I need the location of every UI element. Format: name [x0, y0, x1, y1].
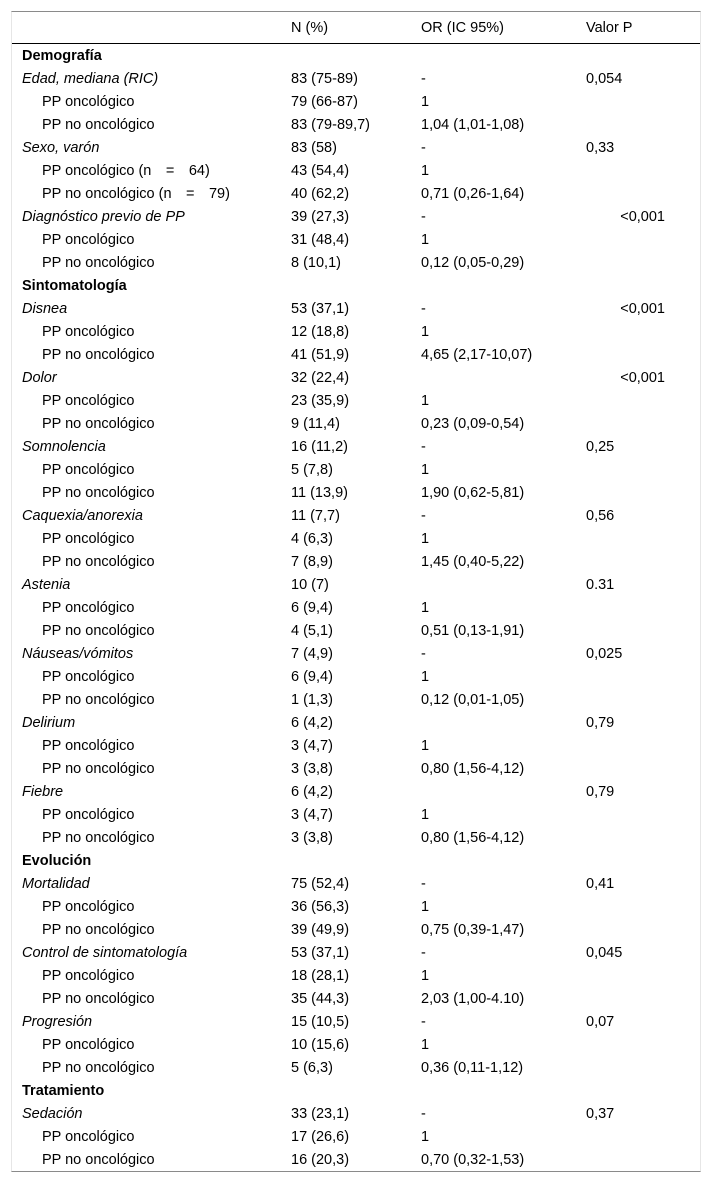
subgroup-label: PP oncológico	[42, 461, 135, 478]
table-row	[12, 711, 700, 734]
table-row	[12, 136, 700, 159]
p-value-cell	[586, 550, 700, 573]
odds-ratio-cell: 1	[421, 967, 430, 984]
subgroup-label: PP oncológico	[42, 967, 135, 984]
p-value-cell	[586, 757, 700, 780]
p-value-cell: <0,001	[620, 300, 665, 317]
n-percent-cell: 83 (58)	[291, 139, 337, 156]
n-percent-cell: 23 (35,9)	[291, 392, 350, 409]
subgroup-label: PP no oncológico	[42, 1059, 155, 1076]
subgroup-label: PP no oncológico	[42, 116, 155, 133]
subgroup-label: PP no oncológico	[42, 553, 155, 570]
table-row	[12, 159, 700, 182]
p-value-cell	[586, 481, 700, 504]
table-row	[12, 182, 700, 205]
odds-ratio-cell: -	[421, 70, 426, 87]
n-percent-cell: 35 (44,3)	[291, 990, 350, 1007]
subgroup-label: PP oncológico	[42, 806, 135, 823]
odds-ratio-cell: 1,45 (0,40-5,22)	[421, 553, 525, 570]
n-percent-cell: 5 (6,3)	[291, 1059, 333, 1076]
table-row	[12, 1010, 700, 1033]
table-row	[12, 251, 700, 274]
n-percent-cell: 17 (26,6)	[291, 1128, 350, 1145]
header-odds-ratio: OR (IC 95%)	[421, 12, 586, 44]
odds-ratio-cell: -	[421, 875, 426, 892]
n-percent-cell: 32 (22,4)	[291, 369, 350, 386]
odds-ratio-cell: 1	[421, 1128, 430, 1145]
p-value-cell	[586, 918, 700, 941]
p-value-cell	[586, 182, 700, 205]
n-percent-cell: 18 (28,1)	[291, 967, 350, 984]
odds-ratio-cell: 1	[421, 1036, 430, 1053]
p-value-cell: 0,07	[586, 1013, 615, 1030]
table-row	[12, 895, 700, 918]
n-percent-cell: 43 (54,4)	[291, 162, 350, 179]
odds-ratio-cell: 0,80 (1,56-4,12)	[421, 760, 525, 777]
n-percent-cell: 6 (9,4)	[291, 668, 333, 685]
n-percent-cell: 9 (11,4)	[291, 415, 340, 432]
n-percent-cell: 16 (20,3)	[291, 1151, 350, 1168]
n-percent-cell: 41 (51,9)	[291, 346, 350, 363]
odds-ratio-cell: 1	[421, 668, 430, 685]
table-row	[12, 389, 700, 412]
results-table-container	[11, 11, 701, 1172]
odds-ratio-cell: 1	[421, 737, 430, 754]
table-row	[12, 297, 700, 320]
table-row	[12, 757, 700, 780]
n-percent-cell: 3 (4,7)	[291, 806, 333, 823]
p-value-cell	[586, 826, 700, 849]
variable-label: Sedación	[22, 1105, 83, 1122]
variable-label: Astenia	[22, 576, 71, 593]
variable-label: Dolor	[22, 369, 57, 386]
p-value-cell: <0,001	[620, 369, 665, 386]
n-percent-cell: 4 (6,3)	[291, 530, 333, 547]
variable-label: Náuseas/vómitos	[22, 645, 134, 662]
p-value-cell	[586, 343, 700, 366]
variable-label: Edad, mediana (RIC)	[22, 70, 159, 87]
subgroup-label: PP no oncológico (n = 79)	[42, 185, 230, 202]
p-value-cell: 0,025	[586, 645, 623, 662]
p-value-cell	[586, 1033, 700, 1056]
n-percent-cell: 6 (4,2)	[291, 714, 333, 731]
subgroup-label: PP no oncológico	[42, 990, 155, 1007]
table-row	[12, 435, 700, 458]
table-row	[12, 67, 700, 90]
n-percent-cell: 16 (11,2)	[291, 438, 348, 455]
results-table	[12, 12, 700, 1171]
section-heading: Sintomatología	[22, 277, 127, 294]
table-row	[12, 688, 700, 711]
subgroup-label: PP oncológico	[42, 392, 135, 409]
odds-ratio-cell: -	[421, 1013, 426, 1030]
section-heading: Demografía	[22, 47, 102, 64]
subgroup-label: PP no oncológico	[42, 346, 155, 363]
table-row	[12, 527, 700, 550]
table-row	[12, 550, 700, 573]
p-value-cell	[586, 458, 700, 481]
variable-label: Delirium	[22, 714, 76, 731]
odds-ratio-cell	[421, 573, 586, 596]
p-value-cell: 0,25	[586, 438, 615, 455]
subgroup-label: PP oncológico	[42, 668, 135, 685]
table-row	[12, 596, 700, 619]
n-percent-cell: 7 (8,9)	[291, 553, 333, 570]
n-percent-cell: 39 (27,3)	[291, 208, 350, 225]
n-percent-cell: 4 (5,1)	[291, 622, 333, 639]
table-row	[12, 366, 700, 389]
table-row	[12, 941, 700, 964]
odds-ratio-cell: -	[421, 645, 426, 662]
p-value-cell: 0,79	[586, 783, 615, 800]
p-value-cell	[586, 987, 700, 1010]
section-heading: Evolución	[22, 852, 92, 869]
n-percent-cell: 31 (48,4)	[291, 231, 350, 248]
odds-ratio-cell: -	[421, 139, 426, 156]
p-value-cell	[586, 90, 700, 113]
p-value-cell	[586, 1056, 700, 1079]
subgroup-label: PP oncológico	[42, 231, 135, 248]
header-variable	[12, 12, 291, 44]
odds-ratio-cell: -	[421, 507, 426, 524]
odds-ratio-cell	[421, 711, 586, 734]
n-percent-cell: 6 (9,4)	[291, 599, 333, 616]
subgroup-label: PP no oncológico	[42, 415, 155, 432]
odds-ratio-cell: 1,90 (0,62-5,81)	[421, 484, 525, 501]
section-row	[12, 274, 700, 297]
subgroup-label: PP no oncológico	[42, 829, 155, 846]
section-row	[12, 849, 700, 872]
section-heading: Tratamiento	[22, 1082, 105, 1099]
p-value-cell: 0,41	[586, 875, 615, 892]
subgroup-label: PP no oncológico	[42, 921, 155, 938]
n-percent-cell: 3 (3,8)	[291, 760, 333, 777]
p-value-cell	[586, 320, 700, 343]
n-percent-cell: 53 (37,1)	[291, 944, 350, 961]
p-value-cell	[586, 596, 700, 619]
n-percent-cell: 7 (4,9)	[291, 645, 333, 662]
p-value-cell	[586, 1125, 700, 1148]
n-percent-cell: 10 (15,6)	[291, 1036, 350, 1053]
header-p-value: Valor P	[586, 12, 700, 44]
n-percent-cell: 1 (1,3)	[291, 691, 333, 708]
table-row	[12, 1125, 700, 1148]
variable-label: Control de sintomatología	[22, 944, 188, 961]
odds-ratio-cell: -	[421, 944, 426, 961]
p-value-cell: 0,33	[586, 139, 615, 156]
table-row	[12, 573, 700, 596]
n-percent-cell: 15 (10,5)	[291, 1013, 350, 1030]
n-percent-cell: 79 (66-87)	[291, 93, 358, 110]
odds-ratio-cell: 0,36 (0,11-1,12)	[421, 1059, 524, 1076]
p-value-cell: <0,001	[620, 208, 665, 225]
subgroup-label: PP oncológico	[42, 1128, 135, 1145]
odds-ratio-cell: 0,51 (0,13-1,91)	[421, 622, 525, 639]
variable-label: Diagnóstico previo de PP	[22, 208, 185, 225]
n-percent-cell: 12 (18,8)	[291, 323, 350, 340]
subgroup-label: PP no oncológico	[42, 484, 155, 501]
subgroup-label: PP oncológico (n = 64)	[42, 162, 210, 179]
odds-ratio-cell: -	[421, 208, 426, 225]
p-value-cell	[586, 412, 700, 435]
section-row	[12, 1079, 700, 1102]
odds-ratio-cell: 1	[421, 231, 430, 248]
p-value-cell	[586, 159, 700, 182]
table-row	[12, 964, 700, 987]
odds-ratio-cell: 1	[421, 461, 430, 478]
table-row	[12, 803, 700, 826]
p-value-cell	[586, 665, 700, 688]
odds-ratio-cell: 0,71 (0,26-1,64)	[421, 185, 525, 202]
p-value-cell	[586, 895, 700, 918]
p-value-cell	[586, 688, 700, 711]
table-row	[12, 734, 700, 757]
subgroup-label: PP no oncológico	[42, 760, 155, 777]
n-percent-cell: 40 (62,2)	[291, 185, 350, 202]
n-percent-cell: 3 (3,8)	[291, 829, 333, 846]
table-row	[12, 205, 700, 228]
subgroup-label: PP oncológico	[42, 1036, 135, 1053]
n-percent-cell: 83 (79-89,7)	[291, 116, 370, 133]
p-value-cell: 0,054	[586, 70, 623, 87]
p-value-cell: 0,56	[586, 507, 615, 524]
odds-ratio-cell: 0,12 (0,01-1,05)	[421, 691, 525, 708]
subgroup-label: PP no oncológico	[42, 254, 155, 271]
table-row	[12, 90, 700, 113]
table-row	[12, 481, 700, 504]
odds-ratio-cell: 0,23 (0,09-0,54)	[421, 415, 525, 432]
table-row	[12, 872, 700, 895]
table-row	[12, 826, 700, 849]
n-percent-cell: 11 (13,9)	[291, 484, 348, 501]
table-row	[12, 320, 700, 343]
table-row	[12, 642, 700, 665]
table-row	[12, 665, 700, 688]
odds-ratio-cell: -	[421, 300, 426, 317]
variable-label: Mortalidad	[22, 875, 90, 892]
p-value-cell	[586, 251, 700, 274]
p-value-cell	[586, 113, 700, 136]
table-row	[12, 113, 700, 136]
odds-ratio-cell	[421, 366, 586, 389]
n-percent-cell: 10 (7)	[291, 576, 329, 593]
section-row	[12, 44, 700, 68]
table-row	[12, 343, 700, 366]
odds-ratio-cell: -	[421, 438, 426, 455]
variable-label: Fiebre	[22, 783, 64, 800]
n-percent-cell: 11 (7,7)	[291, 507, 340, 524]
n-percent-cell: 39 (49,9)	[291, 921, 350, 938]
table-row	[12, 228, 700, 251]
odds-ratio-cell: 1	[421, 323, 430, 340]
p-value-cell: 0,79	[586, 714, 615, 731]
odds-ratio-cell: 1	[421, 599, 430, 616]
subgroup-label: PP no oncológico	[42, 1151, 155, 1168]
odds-ratio-cell: 0,12 (0,05-0,29)	[421, 254, 525, 271]
variable-label: Disnea	[22, 300, 68, 317]
table-row	[12, 1148, 700, 1171]
n-percent-cell: 6 (4,2)	[291, 783, 333, 800]
p-value-cell: 0,37	[586, 1105, 615, 1122]
odds-ratio-cell: 1,04 (1,01-1,08)	[421, 116, 525, 133]
subgroup-label: PP oncológico	[42, 530, 135, 547]
table-header	[12, 12, 700, 44]
n-percent-cell: 3 (4,7)	[291, 737, 333, 754]
subgroup-label: PP no oncológico	[42, 622, 155, 639]
table-row	[12, 504, 700, 527]
table-row	[12, 918, 700, 941]
subgroup-label: PP oncológico	[42, 323, 135, 340]
n-percent-cell: 33 (23,1)	[291, 1105, 350, 1122]
odds-ratio-cell	[421, 780, 586, 803]
odds-ratio-cell: 1	[421, 898, 430, 915]
p-value-cell	[586, 389, 700, 412]
table-row	[12, 458, 700, 481]
odds-ratio-cell: 4,65 (2,17-10,07)	[421, 346, 533, 363]
odds-ratio-cell: 1	[421, 162, 430, 179]
n-percent-cell: 36 (56,3)	[291, 898, 350, 915]
odds-ratio-cell: 1	[421, 392, 430, 409]
table-row	[12, 619, 700, 642]
table-row	[12, 1056, 700, 1079]
odds-ratio-cell: 1	[421, 806, 430, 823]
odds-ratio-cell: -	[421, 1105, 426, 1122]
table-body	[12, 44, 700, 1172]
odds-ratio-cell: 1	[421, 93, 430, 110]
p-value-cell: 0.31	[586, 576, 615, 593]
n-percent-cell: 53 (37,1)	[291, 300, 350, 317]
table-row	[12, 412, 700, 435]
n-percent-cell: 75 (52,4)	[291, 875, 350, 892]
variable-label: Somnolencia	[22, 438, 106, 455]
header-n-percent: N (%)	[291, 12, 421, 44]
p-value-cell	[586, 734, 700, 757]
subgroup-label: PP no oncológico	[42, 691, 155, 708]
table-row	[12, 1102, 700, 1125]
p-value-cell	[586, 619, 700, 642]
n-percent-cell: 8 (10,1)	[291, 254, 341, 271]
p-value-cell	[586, 228, 700, 251]
table-row	[12, 1033, 700, 1056]
table-row	[12, 780, 700, 803]
p-value-cell: 0,045	[586, 944, 623, 961]
odds-ratio-cell: 0,80 (1,56-4,12)	[421, 829, 525, 846]
n-percent-cell: 5 (7,8)	[291, 461, 333, 478]
subgroup-label: PP oncológico	[42, 93, 135, 110]
subgroup-label: PP oncológico	[42, 599, 135, 616]
odds-ratio-cell: 1	[421, 530, 430, 547]
subgroup-label: PP oncológico	[42, 898, 135, 915]
variable-label: Caquexia/anorexia	[22, 507, 143, 524]
p-value-cell	[586, 964, 700, 987]
p-value-cell	[586, 527, 700, 550]
p-value-cell	[586, 1148, 700, 1171]
p-value-cell	[586, 803, 700, 826]
header-row	[12, 12, 700, 44]
subgroup-label: PP oncológico	[42, 737, 135, 754]
variable-label: Sexo, varón	[22, 139, 100, 156]
table-row	[12, 987, 700, 1010]
odds-ratio-cell: 0,75 (0,39-1,47)	[421, 921, 525, 938]
odds-ratio-cell: 0,70 (0,32-1,53)	[421, 1151, 525, 1168]
odds-ratio-cell: 2,03 (1,00-4.10)	[421, 990, 525, 1007]
n-percent-cell: 83 (75-89)	[291, 70, 358, 87]
variable-label: Progresión	[22, 1013, 93, 1030]
